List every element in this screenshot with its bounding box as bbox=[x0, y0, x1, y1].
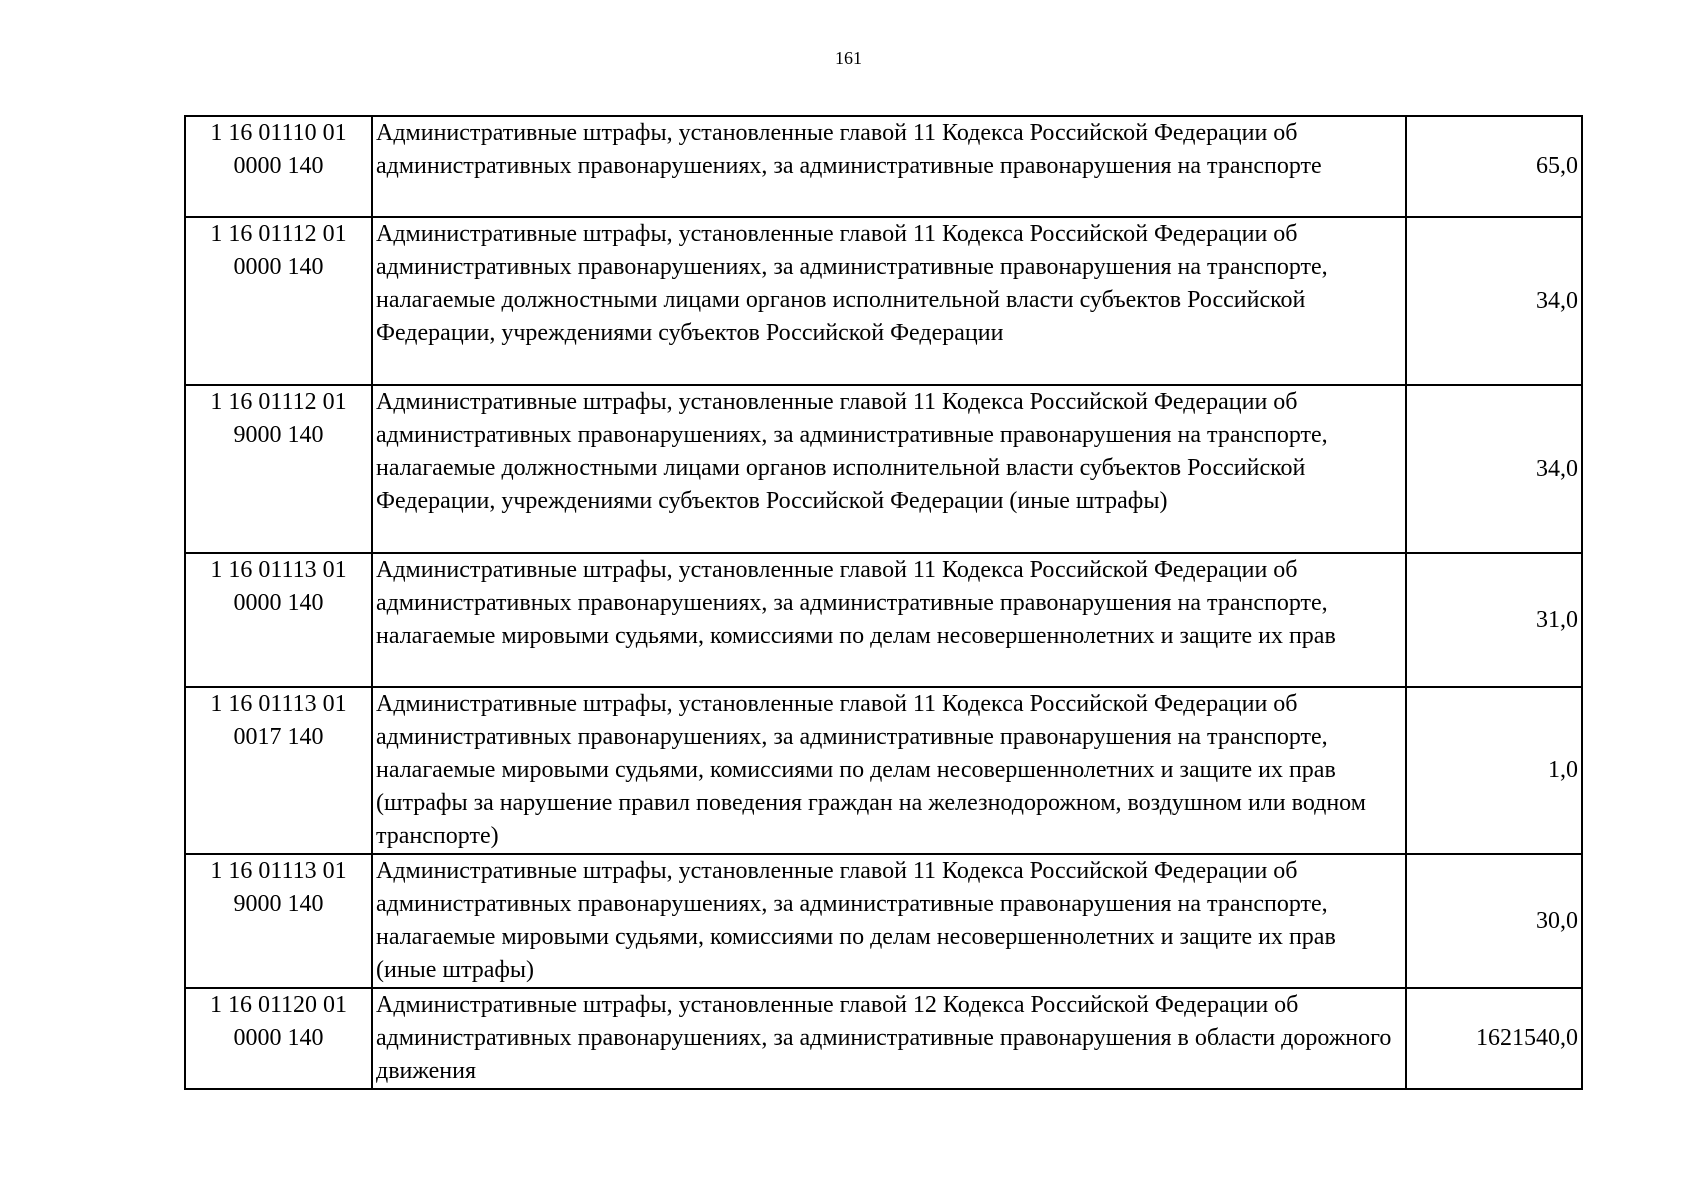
amount-cell: 34,0 bbox=[1406, 217, 1582, 385]
page-number: 161 bbox=[835, 48, 862, 68]
amount-cell: 31,0 bbox=[1406, 553, 1582, 687]
table-row bbox=[185, 385, 1582, 553]
description-cell: Административные штрафы, установленные главой 11 Кодекса Российской Федерации об административных правонарушениях, за административные правонарушения на транспорте, налагаемые мировыми судьями, комиссиями по делам несовершеннолетних и защите их прав bbox=[372, 553, 1406, 687]
budget-code-part1: 1 16 01120 01 bbox=[209, 992, 348, 1018]
budget-code-part1: 1 16 01110 01 bbox=[210, 120, 347, 146]
budget-code-part2: 9000 140 bbox=[233, 422, 324, 448]
budget-code-part1: 1 16 01112 01 bbox=[210, 221, 347, 247]
budget-code-cell bbox=[185, 988, 372, 1089]
table-row bbox=[185, 687, 1582, 854]
budget-code-part2: 0000 140 bbox=[233, 1025, 324, 1051]
budget-code-part1: 1 16 01113 01 bbox=[210, 691, 347, 717]
description-cell: Административные штрафы, установленные главой 11 Кодекса Российской Федерации об административных правонарушениях, за административные правонарушения на транспорте, налагаемые должностными лицами органов исполнительной власти субъектов Российской Федерации, учреждениями субъектов Российской Федерации (иные штрафы) bbox=[372, 385, 1406, 553]
budget-code-part1: 1 16 01113 01 bbox=[210, 858, 347, 884]
budget-code-part1: 1 16 01113 01 bbox=[210, 557, 347, 583]
amount-cell: 1,0 bbox=[1406, 687, 1582, 854]
amount-cell: 34,0 bbox=[1406, 385, 1582, 553]
amount-cell: 1621540,0 bbox=[1406, 988, 1582, 1089]
budget-code-cell bbox=[185, 687, 372, 854]
amount-cell: 65,0 bbox=[1406, 116, 1582, 217]
description-cell: Административные штрафы, установленные главой 11 Кодекса Российской Федерации об административных правонарушениях, за административные правонарушения на транспорте bbox=[372, 116, 1406, 217]
budget-code-part2: 0017 140 bbox=[233, 724, 324, 750]
table-row bbox=[185, 217, 1582, 385]
description-cell: Административные штрафы, установленные главой 11 Кодекса Российской Федерации об административных правонарушениях, за административные правонарушения на транспорте, налагаемые мировыми судьями, комиссиями по делам несовершеннолетних и защите их прав (штрафы за нарушение правил поведения граждан на железнодорожном, воздушном или водном транспорте) bbox=[372, 687, 1406, 854]
amount-cell: 30,0 bbox=[1406, 854, 1582, 988]
description-cell: Административные штрафы, установленные главой 11 Кодекса Российской Федерации об административных правонарушениях, за административные правонарушения на транспорте, налагаемые мировыми судьями, комиссиями по делам несовершеннолетних и защите их прав (иные штрафы) bbox=[372, 854, 1406, 988]
budget-code-part2: 0000 140 bbox=[233, 254, 324, 280]
budget-revenue-table bbox=[184, 115, 1583, 1090]
budget-code-part2: 9000 140 bbox=[233, 891, 324, 917]
description-cell: Административные штрафы, установленные главой 11 Кодекса Российской Федерации об административных правонарушениях, за административные правонарушения на транспорте, налагаемые должностными лицами органов исполнительной власти субъектов Российской Федерации, учреждениями субъектов Российской Федерации bbox=[372, 217, 1406, 385]
budget-code-cell bbox=[185, 854, 372, 988]
budget-code-cell bbox=[185, 553, 372, 687]
table-row bbox=[185, 854, 1582, 988]
budget-code-part1: 1 16 01112 01 bbox=[210, 389, 347, 415]
budget-code-cell bbox=[185, 116, 372, 217]
table-row bbox=[185, 553, 1582, 687]
table-row bbox=[185, 988, 1582, 1089]
budget-code-part2: 0000 140 bbox=[233, 590, 324, 616]
budget-code-cell bbox=[185, 217, 372, 385]
budget-code-cell bbox=[185, 385, 372, 553]
table-row bbox=[185, 116, 1582, 217]
budget-code-part2: 0000 140 bbox=[233, 153, 324, 179]
description-cell: Административные штрафы, установленные главой 12 Кодекса Российской Федерации об административных правонарушениях, за административные правонарушения в области дорожного движения bbox=[372, 988, 1406, 1089]
